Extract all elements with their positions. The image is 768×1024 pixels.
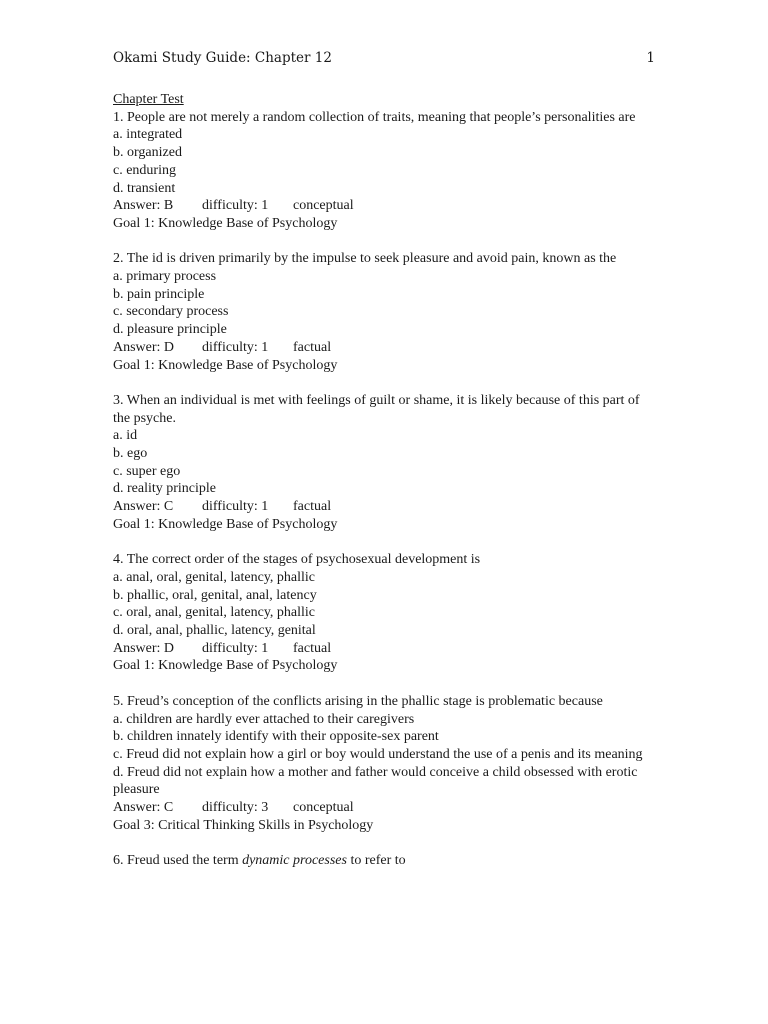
question-type: factual — [293, 499, 332, 515]
learning-goal: Goal 3: Critical Thinking Skills in Psychology — [113, 817, 374, 833]
difficulty-level: difficulty: 1 — [202, 640, 269, 656]
answer-option: c. Freud did not explain how a girl or boy would understand the use of a penis and its meaning — [113, 746, 643, 762]
answer-option: c. secondary process — [113, 304, 229, 320]
answer-option: c. super ego — [113, 463, 181, 479]
question-1 — [113, 109, 673, 233]
question-stem: 5. Freud’s conception of the conflicts arising in the phallic stage is problematic because — [113, 693, 603, 709]
answer-option: b. pain principle — [113, 286, 205, 302]
answer-key: Answer: B — [113, 198, 174, 214]
answer-metadata — [113, 339, 673, 357]
question-5 — [113, 693, 673, 835]
answer-key: Answer: D — [113, 339, 175, 355]
question-stem — [113, 852, 673, 870]
answer-option: d. oral, anal, phallic, latency, genital — [113, 623, 316, 639]
learning-goal: Goal 1: Knowledge Base of Psychology — [113, 215, 338, 231]
document-title: Okami Study Guide: Chapter 12 — [113, 50, 332, 66]
question-stem-prefix: 6. Freud used the term — [113, 853, 243, 869]
question-stem: 3. When an individual is met with feelings of guilt or shame, it is likely because of this part of the psyche. — [113, 392, 640, 426]
question-type: factual — [293, 640, 332, 656]
answer-option: d. reality principle — [113, 481, 217, 497]
answer-option: a. id — [113, 428, 138, 444]
answer-option: d. Freud did not explain how a mother and father would conceive a child obsessed with erotic pleasure — [113, 764, 638, 798]
section-title: Chapter Test — [113, 92, 184, 107]
question-stem: 2. The id is driven primarily by the impulse to seek pleasure and avoid pain, known as the — [113, 251, 617, 267]
learning-goal: Goal 1: Knowledge Base of Psychology — [113, 357, 338, 373]
question-2 — [113, 250, 673, 374]
answer-key: Answer: D — [113, 640, 175, 656]
difficulty-level: difficulty: 1 — [202, 339, 269, 355]
answer-metadata — [113, 640, 673, 658]
difficulty-level: difficulty: 3 — [202, 800, 269, 816]
learning-goal: Goal 1: Knowledge Base of Psychology — [113, 516, 338, 532]
question-stem: 4. The correct order of the stages of psychosexual development is — [113, 552, 481, 568]
answer-key: Answer: C — [113, 499, 174, 515]
question-stem: 1. People are not merely a random collection of traits, meaning that people’s personalities are — [113, 109, 636, 125]
answer-option: b. phallic, oral, genital, anal, latency — [113, 587, 317, 603]
learning-goal: Goal 1: Knowledge Base of Psychology — [113, 658, 338, 674]
answer-option: a. anal, oral, genital, latency, phallic — [113, 569, 316, 585]
difficulty-level: difficulty: 1 — [202, 198, 269, 214]
answer-option: b. children innately identify with their opposite-sex parent — [113, 729, 439, 745]
answer-option: a. children are hardly ever attached to their caregivers — [113, 711, 415, 727]
question-6 — [113, 852, 673, 870]
question-stem-suffix: to refer to — [346, 853, 406, 869]
answer-option: c. enduring — [113, 162, 176, 178]
answer-option: d. transient — [113, 180, 176, 196]
answer-metadata — [113, 799, 673, 817]
answer-option: c. oral, anal, genital, latency, phallic — [113, 605, 316, 621]
page-header — [113, 47, 655, 69]
answer-option: d. pleasure principle — [113, 322, 227, 338]
difficulty-level: difficulty: 1 — [202, 499, 269, 515]
page-number: 1 — [646, 50, 655, 66]
answer-metadata — [113, 197, 673, 215]
question-4 — [113, 551, 673, 675]
answer-key: Answer: C — [113, 800, 174, 816]
question-type: factual — [293, 339, 332, 355]
answer-option: a. integrated — [113, 127, 183, 143]
document-body — [113, 91, 673, 888]
question-type: conceptual — [293, 800, 354, 816]
answer-option: b. organized — [113, 145, 182, 161]
question-3 — [113, 392, 673, 534]
question-type: conceptual — [293, 198, 354, 214]
answer-metadata — [113, 498, 673, 516]
question-stem-emphasis: dynamic processes — [242, 853, 347, 869]
answer-option: b. ego — [113, 446, 148, 462]
answer-option: a. primary process — [113, 269, 217, 285]
